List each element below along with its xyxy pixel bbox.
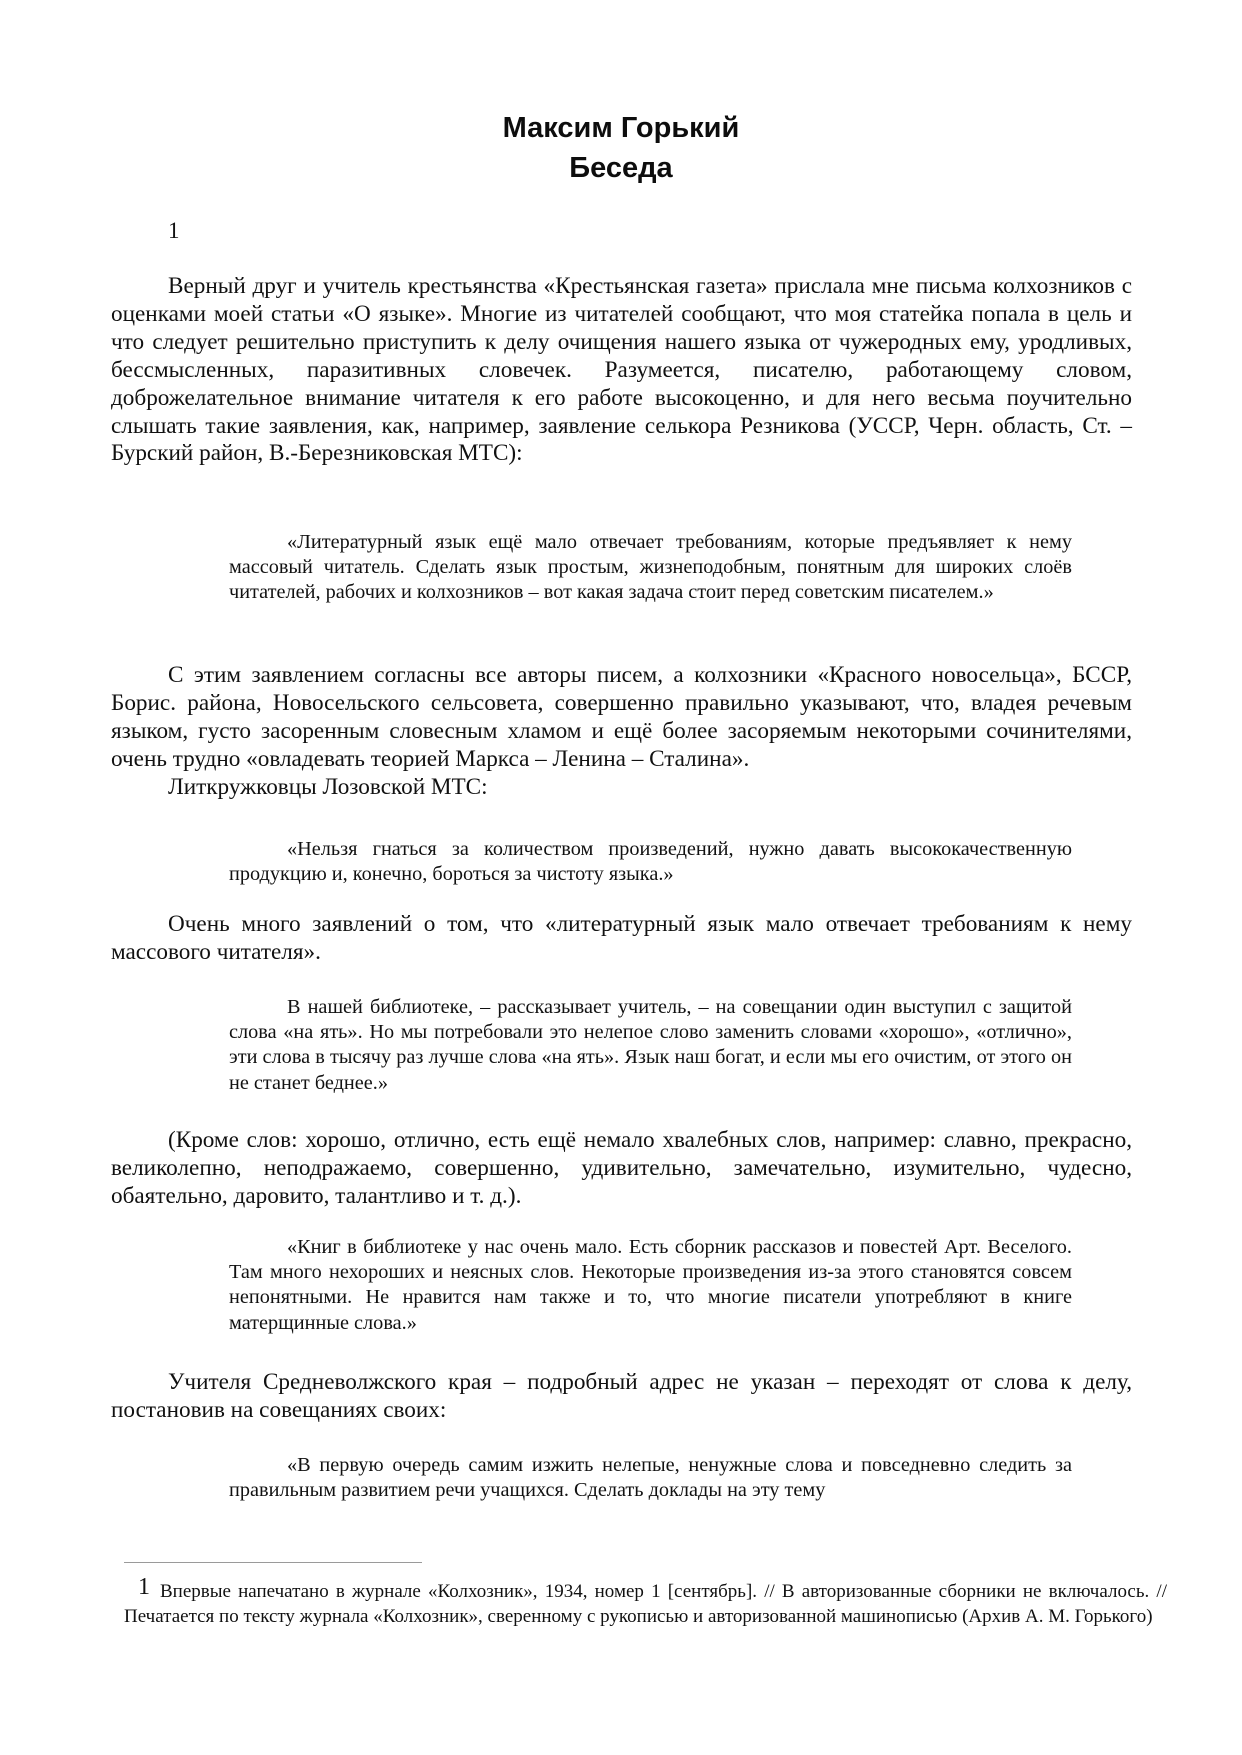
- footnote-text: Впервые напечатано в журнале «Колхозник», 1934, номер 1 [сентябрь]. // В авторизованные сборники не включалось. // Печатается по тексту журнала «Колхозник», сверенному с рукописью и авторизованной машинописью (Архив А. М. Горького): [124, 1581, 1167, 1627]
- footnote-separator: [124, 1562, 422, 1563]
- footnote: [124, 1575, 1167, 1629]
- quote-reznikov: «Литературный язык ещё мало отвечает требованиям, которые предъявляет к нему массовый читатель. Сделать язык простым, жизнеподобным, понятным для широких слоёв читателей, рабочих и колхозников – вот какая задача стоит перед советским писателем.»: [229, 531, 1072, 604]
- footnote-number: 1: [138, 1574, 150, 1600]
- paragraph-litkruzhok: Литкружковцы Лозовской МТС:: [168, 774, 488, 800]
- paragraph-statements: Очень много заявлений о том, что «литературный язык мало отвечает требованиям к нему массового читателя».: [111, 911, 1132, 965]
- work-title-heading: Беседа: [569, 152, 673, 184]
- paragraph-intro: Верный друг и учитель крестьянства «Крестьянская газета» прислала мне письма колхозников с оценками моей статьи «О языке». Многие из читателей сообщают, что моя статейка попала в цель и что следует решительно приступить к делу очищения нашего языка от чужеродных ему, уродливых, бессмысленных, паразитивных словечек. Разумеется, писателю, работающему словом, доброжелательное внимание читателя к его работе высокоценно, и для него весьма поучительно слышать такие заявления, как, например, заявление селькора Резникова (УССР, Черн. область, Ст. – Бурский район, В.-Березниковская МТС):: [111, 273, 1132, 467]
- quote-teacher: В нашей библиотеке, – рассказывает учитель, – на совещании один выступил с защитой слова «на ять». Но мы потребовали это нелепое слово заменить словами «хорошо», «отлично», эти слова в тысячу раз лучше слова «на ять». Язык наш богат, и если мы его очистим, от этого он не станет беднее.»: [229, 996, 1072, 1094]
- author-heading: Максим Горький: [502, 112, 740, 144]
- footnote-marker: 1: [168, 218, 180, 243]
- quote-lozovskaya: «Нельзя гнаться за количеством произведений, нужно давать высококачественную продукцию и, конечно, бороться за чистоту языка.»: [229, 838, 1072, 886]
- quote-library: «Книг в библиотеке у нас очень мало. Есть сборник рассказов и повестей Арт. Веселого. Там много нехороших и неясных слов. Некоторые произведения из-за этого становятся совсем непонятными. Не нравится нам также и то, что многие писатели употребляют в книге матерщинные слова.»: [229, 1236, 1072, 1334]
- paragraph-praise-words: (Кроме слов: хорошо, отлично, есть ещё немало хвалебных слов, например: славно, прекрасно, великолепно, неподражаемо, совершенно, удивительно, замечательно, изумительно, чудесно, обаятельно, даровито, талантливо и т. д.).: [111, 1127, 1132, 1209]
- paragraph-agreement: С этим заявлением согласны все авторы писем, а колхозники «Красного новосельца», БССР, Борис. района, Новосельского сельсовета, совершенно правильно указывают, что, владея речевым языком, густо засоренным словесным хламом и ещё более засоряемым некоторыми сочинителями, очень трудно «овладевать теорией Маркса – Ленина – Сталина».: [111, 662, 1132, 772]
- quote-teachers-resolution: «В первую очередь самим изжить нелепые, ненужные слова и повседневно следить за правильным развитием речи учащихся. Сделать доклады на эту тему: [229, 1454, 1072, 1502]
- paragraph-teachers: Учителя Средневолжского края – подробный адрес не указан – переходят от слова к делу, постановив на совещаниях своих:: [111, 1369, 1132, 1423]
